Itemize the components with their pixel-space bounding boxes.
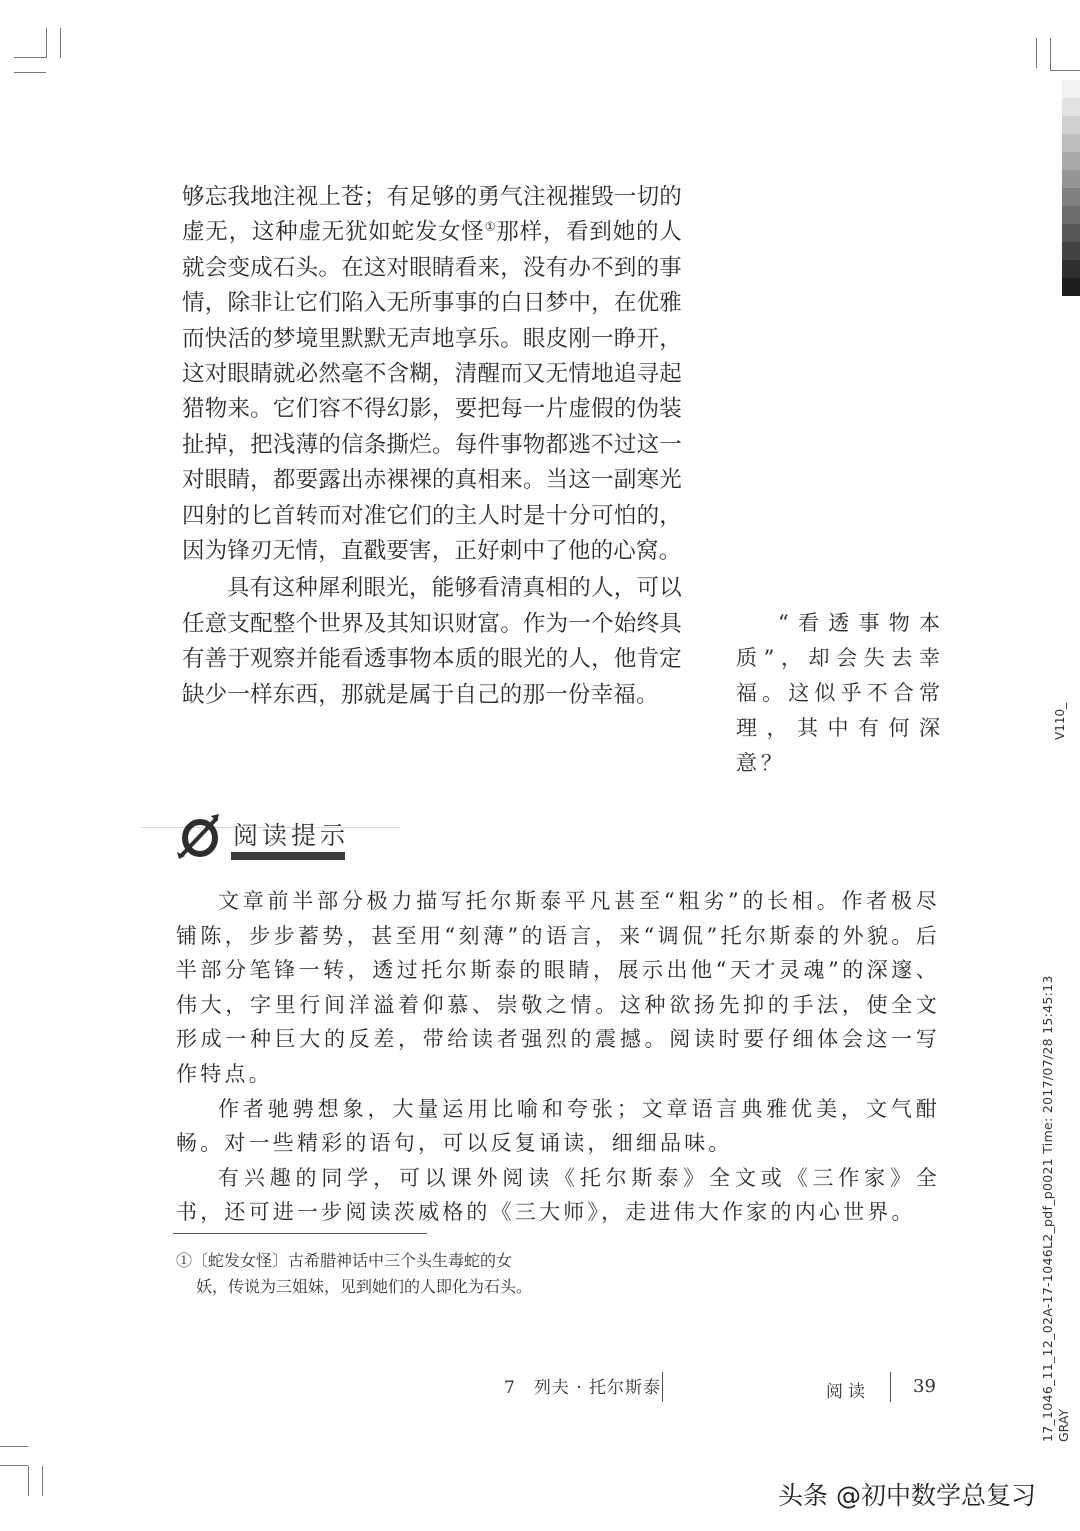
title-underline-bar — [231, 852, 345, 860]
footer-chapter: 7 列夫 · 托尔斯泰 — [504, 1378, 662, 1398]
footnote — [176, 1248, 536, 1300]
tips-paragraph-3: 有兴趣的同学，可以课外阅读《托尔斯泰》全文或《三作家》全书，还可进一步阅读茨威格的《三大师》，走进伟大作家的内心世界。 — [176, 1165, 940, 1225]
body-paragraph-1: 够忘我地注视上苍；有足够的勇气注视摧毁一切的虚无，这种虚无犹如蛇发女怪①那样，看到她的人就会变成石头。在这对眼睛看来，没有办不到的事情，除非让它们陷入无所事事的白日梦中，在优雅而快活的梦境里默默无声地享乐。眼皮刚一睁开，这对眼睛就必然毫不含糊，清醒而又无情地追寻起猎物来。它们容不得幻影，要把每一片虚假的伪装扯掉，把浅薄的信条撕烂。每件事物都逃不过这一对眼睛，都要露出赤裸裸的真相来。当这一副寒光四射的匕首转而对准它们的主人时是十分可怕的，因为锋刃无情，直戳要害，正好刺中了他的心窝。 — [182, 184, 682, 565]
footer-separator — [662, 1372, 663, 1402]
grayscale-bar — [1062, 80, 1080, 296]
footer-section: 阅读 — [826, 1382, 870, 1402]
crop-mark — [60, 28, 61, 58]
crop-mark — [46, 28, 47, 58]
crop-mark — [28, 1466, 29, 1496]
print-code: V110_ — [1053, 702, 1067, 740]
watermark: 头条 @初中数学总复习 — [778, 1481, 1036, 1510]
print-file-info: 17_1046_11_12_02A-17-1046L2_pdf_p0021 Time: 2017/07/28 15:45:13 — [1040, 975, 1055, 1442]
footnote-ref[interactable]: ① — [484, 219, 497, 234]
footnote-line-2: 妖，传说为三姐妹，见到她们的人即化为石头。 — [196, 1277, 533, 1296]
crop-mark — [0, 1446, 28, 1447]
tips-paragraph-1: 文章前半部分极力描写托尔斯泰平凡甚至“粗劣”的长相。作者极尽铺陈，步步蓄势，甚至用“刻薄”的语言，来“调侃”托尔斯泰的外貌。后半部分笔锋一转，透过托尔斯泰的眼睛，展示出他“天才灵魂”的深邃、伟大，字里行间洋溢着仰慕、崇敬之情。这种欲扬先抑的手法，使全文形成一种巨大的反差，带给读者强烈的震撼。阅读时要仔细体会这一写作特点。 — [176, 889, 940, 1086]
crop-mark — [42, 1466, 43, 1496]
print-gray-label: GRAY — [1056, 1408, 1071, 1442]
reading-tips-text — [176, 884, 940, 1230]
crop-mark — [14, 72, 46, 73]
crop-mark — [1036, 38, 1037, 68]
footer-separator — [890, 1372, 891, 1402]
page-number: 39 — [913, 1376, 936, 1397]
tips-paragraph-2: 作者驰骋想象，大量运用比喻和夸张；文章语言典雅优美，文气酣畅。对一些精彩的语句，可以反复诵读，细细品味。 — [176, 1096, 940, 1156]
crop-mark — [0, 1465, 28, 1466]
main-text — [182, 180, 682, 713]
reading-tips-icon — [175, 812, 221, 860]
body-paragraph-2: 具有这种犀利眼光，能够看清真相的人，可以任意支配整个世界及其知识财富。作为一个始终具有善于观察并能看透事物本质的眼光的人，他肯定缺少一样东西，那就是属于自己的那一份幸福。 — [182, 575, 682, 708]
side-note: “看透事物本质”，却会失去幸福。这似乎不合常理，其中有何深意？ — [736, 611, 944, 775]
crop-mark — [14, 57, 46, 58]
crop-mark — [1050, 38, 1051, 70]
footnote-line-1: ①〔蛇发女怪〕古希腊神话中三个头生毒蛇的女 — [176, 1251, 513, 1270]
reading-tips-header — [175, 812, 475, 864]
crop-mark — [1050, 70, 1080, 71]
footnote-rule — [173, 1233, 427, 1234]
reading-tips-title: 阅读提示 — [233, 821, 350, 850]
